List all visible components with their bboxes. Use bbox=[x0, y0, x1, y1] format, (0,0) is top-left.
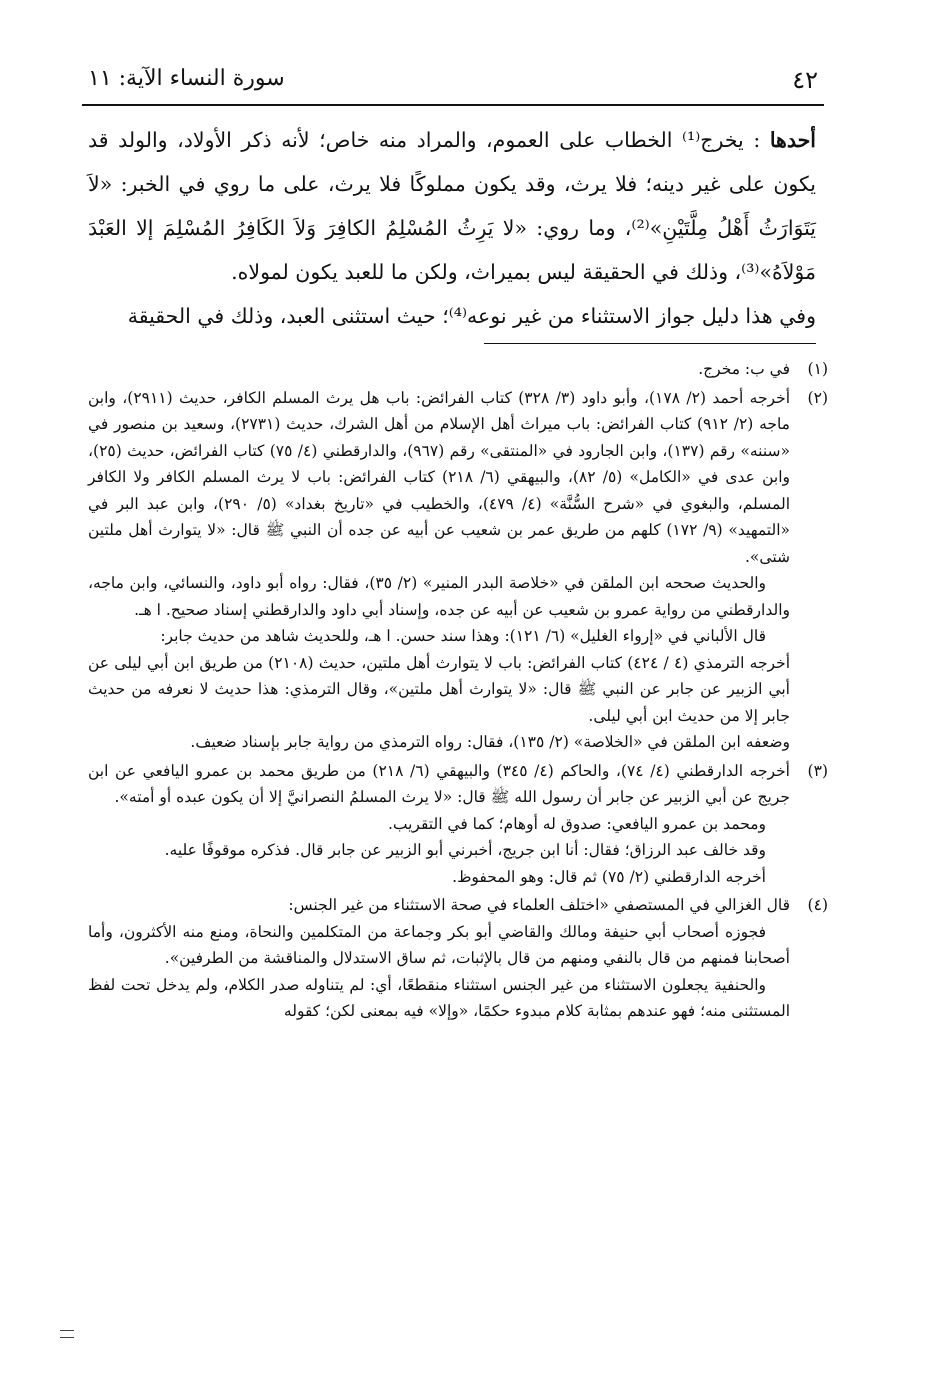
footnote-paragraph: وضعفه ابن الملقن في «الخلاصة» (٢/ ١٣٥)، فقال: رواه الترمذي من رواية جابر بإسناد ضعيف. bbox=[190, 733, 790, 751]
footnote-number: (٢) bbox=[807, 388, 828, 407]
running-title: سورة النساء الآية: ١١ bbox=[88, 66, 285, 91]
footnote-number: (٣) bbox=[807, 761, 828, 780]
footnote-paragraph: وقد خالف عبد الرزاق؛ فقال: أنا ابن جريج، أخبرني أبو الزبير عن جابر قال. فذكره موقوفًا عليه. bbox=[164, 841, 766, 859]
main-text bbox=[88, 118, 816, 338]
footnote-number: (١) bbox=[807, 360, 828, 378]
margin-mark bbox=[60, 1330, 74, 1338]
footnote-paragraph: قال الغزالي في المستصفي «اختلف العلماء في صحة الاستثناء من غير الجنس: bbox=[288, 896, 790, 914]
footnote-body bbox=[88, 758, 790, 891]
footnote-paragraph: في ب: مخرج. bbox=[698, 360, 790, 378]
lead-word: أحدها bbox=[769, 128, 816, 152]
footnote-separator bbox=[484, 343, 816, 344]
footnote-number: (٤) bbox=[807, 896, 828, 914]
footnote-1 bbox=[88, 356, 828, 383]
page-header bbox=[88, 66, 818, 102]
footnote-paragraph: فجوزه أصحاب أبي حنيفة ومالك والقاضي أبو بكر وجماعة من المتكلمين والنحاة، ومنع منه الأكثرون، وأما أصحابنا فمنهم من قال بالنفي ومنهم من قال بالإثبات، ثم ساق الاستدلال والمناقشة من الطرفين». bbox=[88, 922, 790, 967]
header-rule bbox=[82, 104, 824, 106]
footnote-body bbox=[88, 356, 790, 383]
footnote-body bbox=[88, 385, 790, 756]
footnote-paragraph: أخرجه أحمد (٢/ ١٧٨)، وأبو داود (٣/ ٣٢٨) كتاب الفرائض: باب هل يرث المسلم الكافر، حديث (٢٩١١)، وابن ماجه (٢/ ٩١٢) كتاب الفرائض: باب ميراث أهل الإسلام من أهل الشرك، حديث (٢٧٣١)، وسعيد بن منصور في «سننه» رقم (١٣٧)، وابن الجارود في «المنتقى» رقم (٩٦٧)، والدارقطني (٤/ ٧٥) كتاب الفرائض، حديث (٢٥)، وابن عدى في «الكامل» (٥/ ٨٢)، والبيهقي (٦/ ٢١٨) كتاب الفرائض: باب لا يرث المسلم الكافر ولا الكافر المسلم، والبغوي في «شرح السُّنَّة» (٤/ ٤٧٩)، والخطيب في «تاريخ بغداد» (٥/ ٢٩٠)، وابن عبد البر في «التمهيد» (٩/ ١٧٢) كلهم من طريق عمر بن شعيب عن أبيه عن جده أن النبي ﷺ قال: «لا يتوارث أهل ملتين شتى». bbox=[88, 388, 791, 566]
footnotes bbox=[88, 356, 828, 1027]
footnote-paragraph: والحديث صححه ابن الملقن في «خلاصة البدر المنير» (٢/ ٣٥)، فقال: رواه أبو داود، والنسائي، وابن ماجه، والدارقطني من رواية عمرو بن شعيب عن أبيه عن جده، وإسناد أبي داود والدارقطني إسناد صحيح. ا هـ. bbox=[88, 574, 790, 619]
footnote-4 bbox=[88, 892, 828, 1025]
footnote-body bbox=[88, 892, 790, 1025]
main-paragraph-1 bbox=[88, 118, 816, 294]
footnote-paragraph: والحنفية يجعلون الاستثناء من غير الجنس استثناء منقطعًا، أي: لم يتناوله صدر الكلام، ولم يدخل تحت لفظ المستثنى منه؛ فهو عندهم بمثابة كلام مبدوء حكمًا، «وإلا» فيه بمعنى لكن؛ كقوله bbox=[88, 975, 790, 1020]
footnote-paragraph: قال الألباني في «إرواء الغليل» (٦/ ١٢١): وهذا سند حسن. ا هـ، وللحديث شاهد من حديث جابر: bbox=[160, 627, 766, 645]
main-paragraph-1-text: : يخرج⁽¹⁾ الخطاب على العموم، والمراد منه خاص؛ لأنه ذكر الأولاد، والولد قد يكون على غير دينه؛ فلا يرث، وقد يكون مملوكًا فلا يرث، على ما روي في الخبر: «لاَ يَتَوَارَثُ أَهْلُ مِلَّتَيْنِ»⁽²⁾، وما روي: «لا يَرِثُ المُسْلِمُ الكافِرَ وَلاَ الكَافِرُ المُسْلِمَ إلا العَبْدَ مَوْلاَهُ»⁽³⁾، وذلك في الحقيقة ليس بميراث، ولكن ما للعبد يكون لمولاه. bbox=[88, 128, 816, 284]
footnote-paragraph: أخرجه الدارقطني (٢/ ٧٥) ثم قال: وهو المحفوظ. bbox=[452, 867, 766, 886]
footnote-paragraph: أخرجه الدارقطني (٤/ ٧٤)، والحاكم (٤/ ٣٤٥) والبيهقي (٦/ ٢١٨) من طريق محمد بن عمرو اليافعي عن ابن جريج عن أبي الزبير عن جابر أن رسول الله ﷺ قال: «لا يرث المسلمُ النصرانيَّ إلا أن يكون عبده أو أمته». bbox=[88, 761, 790, 806]
footnote-3 bbox=[88, 758, 828, 891]
footnote-2 bbox=[88, 385, 828, 756]
main-paragraph-2: وفي هذا دليل جواز الاستثناء من غير نوعه⁽⁴⁾؛ حيث استثنى العبد، وذلك في الحقيقة bbox=[127, 304, 816, 328]
footnote-paragraph: ومحمد بن عمرو اليافعي: صدوق له أوهام؛ كما في التقريب. bbox=[387, 814, 766, 833]
page-number: ٤٢ bbox=[792, 66, 818, 94]
footnote-paragraph: أخرجه الترمذي (٤ / ٤٢٤) كتاب الفرائض: باب لا يتوارث أهل ملتين، حديث (٢١٠٨) من طريق ابن أبي ليلى عن أبي الزبير عن جابر عن النبي ﷺ قال: «لا يتوارث أهل ملتين»، وقال الترمذي: هذا حديث لا نعرفه من حديث جابر إلا من حديث ابن أبي ليلى. bbox=[88, 653, 790, 725]
